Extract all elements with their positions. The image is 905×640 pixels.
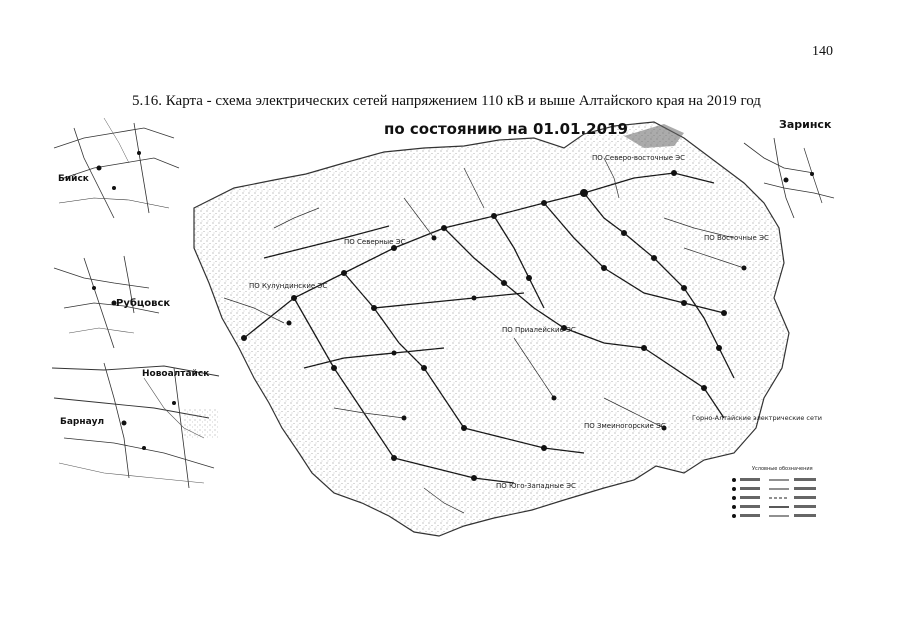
inset-label-barnaul: Барнаул <box>60 417 105 427</box>
region-label-zmeinogorskie: ПО Змеиногорские ЭС <box>584 422 666 430</box>
inset-label-biysk: Бийск <box>58 174 89 184</box>
region-label-gorno-altayskie: Горно-Алтайские электрические сети <box>692 414 823 422</box>
region-label-kulundinskie: ПО Кулундинские ЭС <box>249 282 328 290</box>
region-outline <box>194 122 789 536</box>
inset-label-novoaltaysk: Новоалтайск <box>142 369 210 379</box>
page-title: 5.16. Карта - схема электрических сетей напряжением 110 кВ и выше Алтайского края на 2019 год <box>132 93 761 109</box>
region-label-severnye: ПО Северные ЭС <box>344 238 406 246</box>
inset-label-rubtsovsk: Рубцовск <box>116 298 171 309</box>
inset-barnaul <box>52 363 219 488</box>
inset-biysk <box>48 116 186 236</box>
map-legend <box>732 466 816 518</box>
region-label-severo-vostochnye: ПО Северо-восточные ЭС <box>592 154 686 162</box>
region-label-yugo-zapadnye: ПО Юго-Западные ЭС <box>496 482 576 490</box>
power-grid-map <box>44 108 844 548</box>
region-label-pridvorovye: ПО Приалейские ЭС <box>502 326 576 334</box>
inset-label-zarinsk: Заринск <box>779 118 832 131</box>
region-label-vostochnye: ПО Восточные ЭС <box>704 234 769 242</box>
legend-title: Условные обозначения <box>752 466 813 472</box>
map-subtitle: по состоянию на 01.01.2019 <box>384 120 628 138</box>
inset-rubtsovsk <box>54 256 170 348</box>
page-number: 140 <box>812 44 833 59</box>
